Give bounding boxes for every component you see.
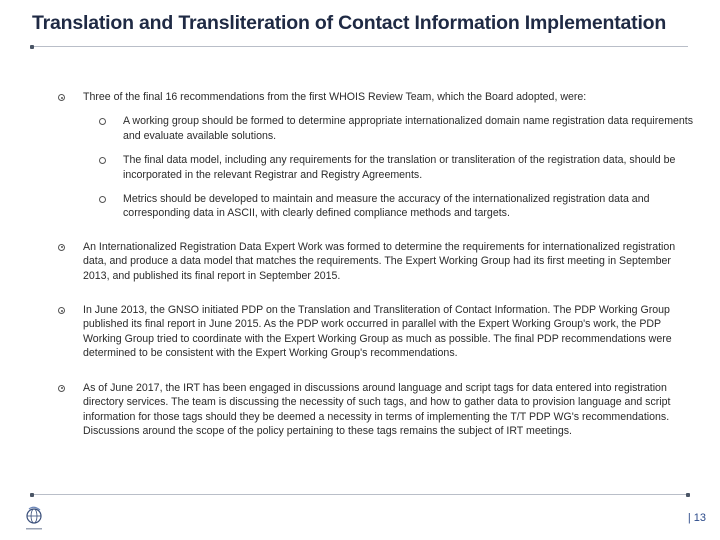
bullet-text: Three of the final 16 recommendations from the first WHOIS Review Team, which the Board adopted, were: [83,91,587,103]
page-number: | 13 [687,512,706,524]
bullet-text: As of June 2017, the IRT has been engaged in discussions around language and script tags for data entered into registration directory services. The team is discussing the necessity of such tags, and how to gather data to provision language and script information for those tags should they be deemed a necessity in terms of implementing the T/T PDP WG's recommendations. Discussions around the scope of the policy pertaining to these tags remains the subject of IRT meetings. [83,381,671,437]
circle-bullet-icon [58,244,65,251]
circle-bullet-icon [58,385,65,392]
bullet-text: An Internationalized Registration Data Expert Work was formed to determine the requirements for internationalized registration data, and produce a data model that matches the requirements. The Expert Working Group had its first meeting in September 2013, and published its final report in September 2015. [83,240,676,282]
slide-title: Translation and Transliteration of Contact Information Implementation [32,12,667,34]
bullet-text: In June 2013, the GNSO initiated PDP on the Translation and Transliteration of Contact Information. The PDP Working Group published its final report in June 2015. As the PDP work occurred in parallel with the Expert Working Group's work, the PDP Working Group tried to coordinate with the Expert Working Group as much as possible. The final PDP recommendations were determined to be consistent with the Expert Working Group's recommendations. [83,304,672,360]
bullet-item [58,240,688,283]
top-divider [32,46,688,47]
top-divider-dot [30,45,34,49]
sub-bullet-item [83,153,703,182]
slide-body [58,90,694,438]
circle-bullet-icon [58,94,65,101]
circle-bullet-icon [99,157,106,164]
circle-bullet-icon [99,196,106,203]
circle-bullet-icon [99,118,106,125]
bullet-item [58,90,688,104]
sub-bullet-text: Metrics should be developed to maintain and measure the accuracy of the internationalized registration data and corresponding data in ASCII, with clearly defined compliance methods and targets. [123,193,650,220]
bottom-divider-dot-left [30,493,34,497]
bullet-item [58,381,688,439]
circle-bullet-icon [58,307,65,314]
globe-logo-icon [20,504,48,534]
bottom-divider-dot-right [686,493,690,497]
bullet-item [58,303,688,361]
sub-bullet-text: The final data model, including any requirements for the translation or transliteration of the registration data, should be incorporated in the relevant Registrar and Registry Agreements. [123,154,676,181]
sub-bullet-item [83,192,703,221]
bottom-divider [32,494,688,495]
sub-bullet-text: A working group should be formed to determine appropriate internationalized domain name registration data requirements and evaluate available solutions. [123,115,694,142]
sub-bullet-item [83,114,703,143]
